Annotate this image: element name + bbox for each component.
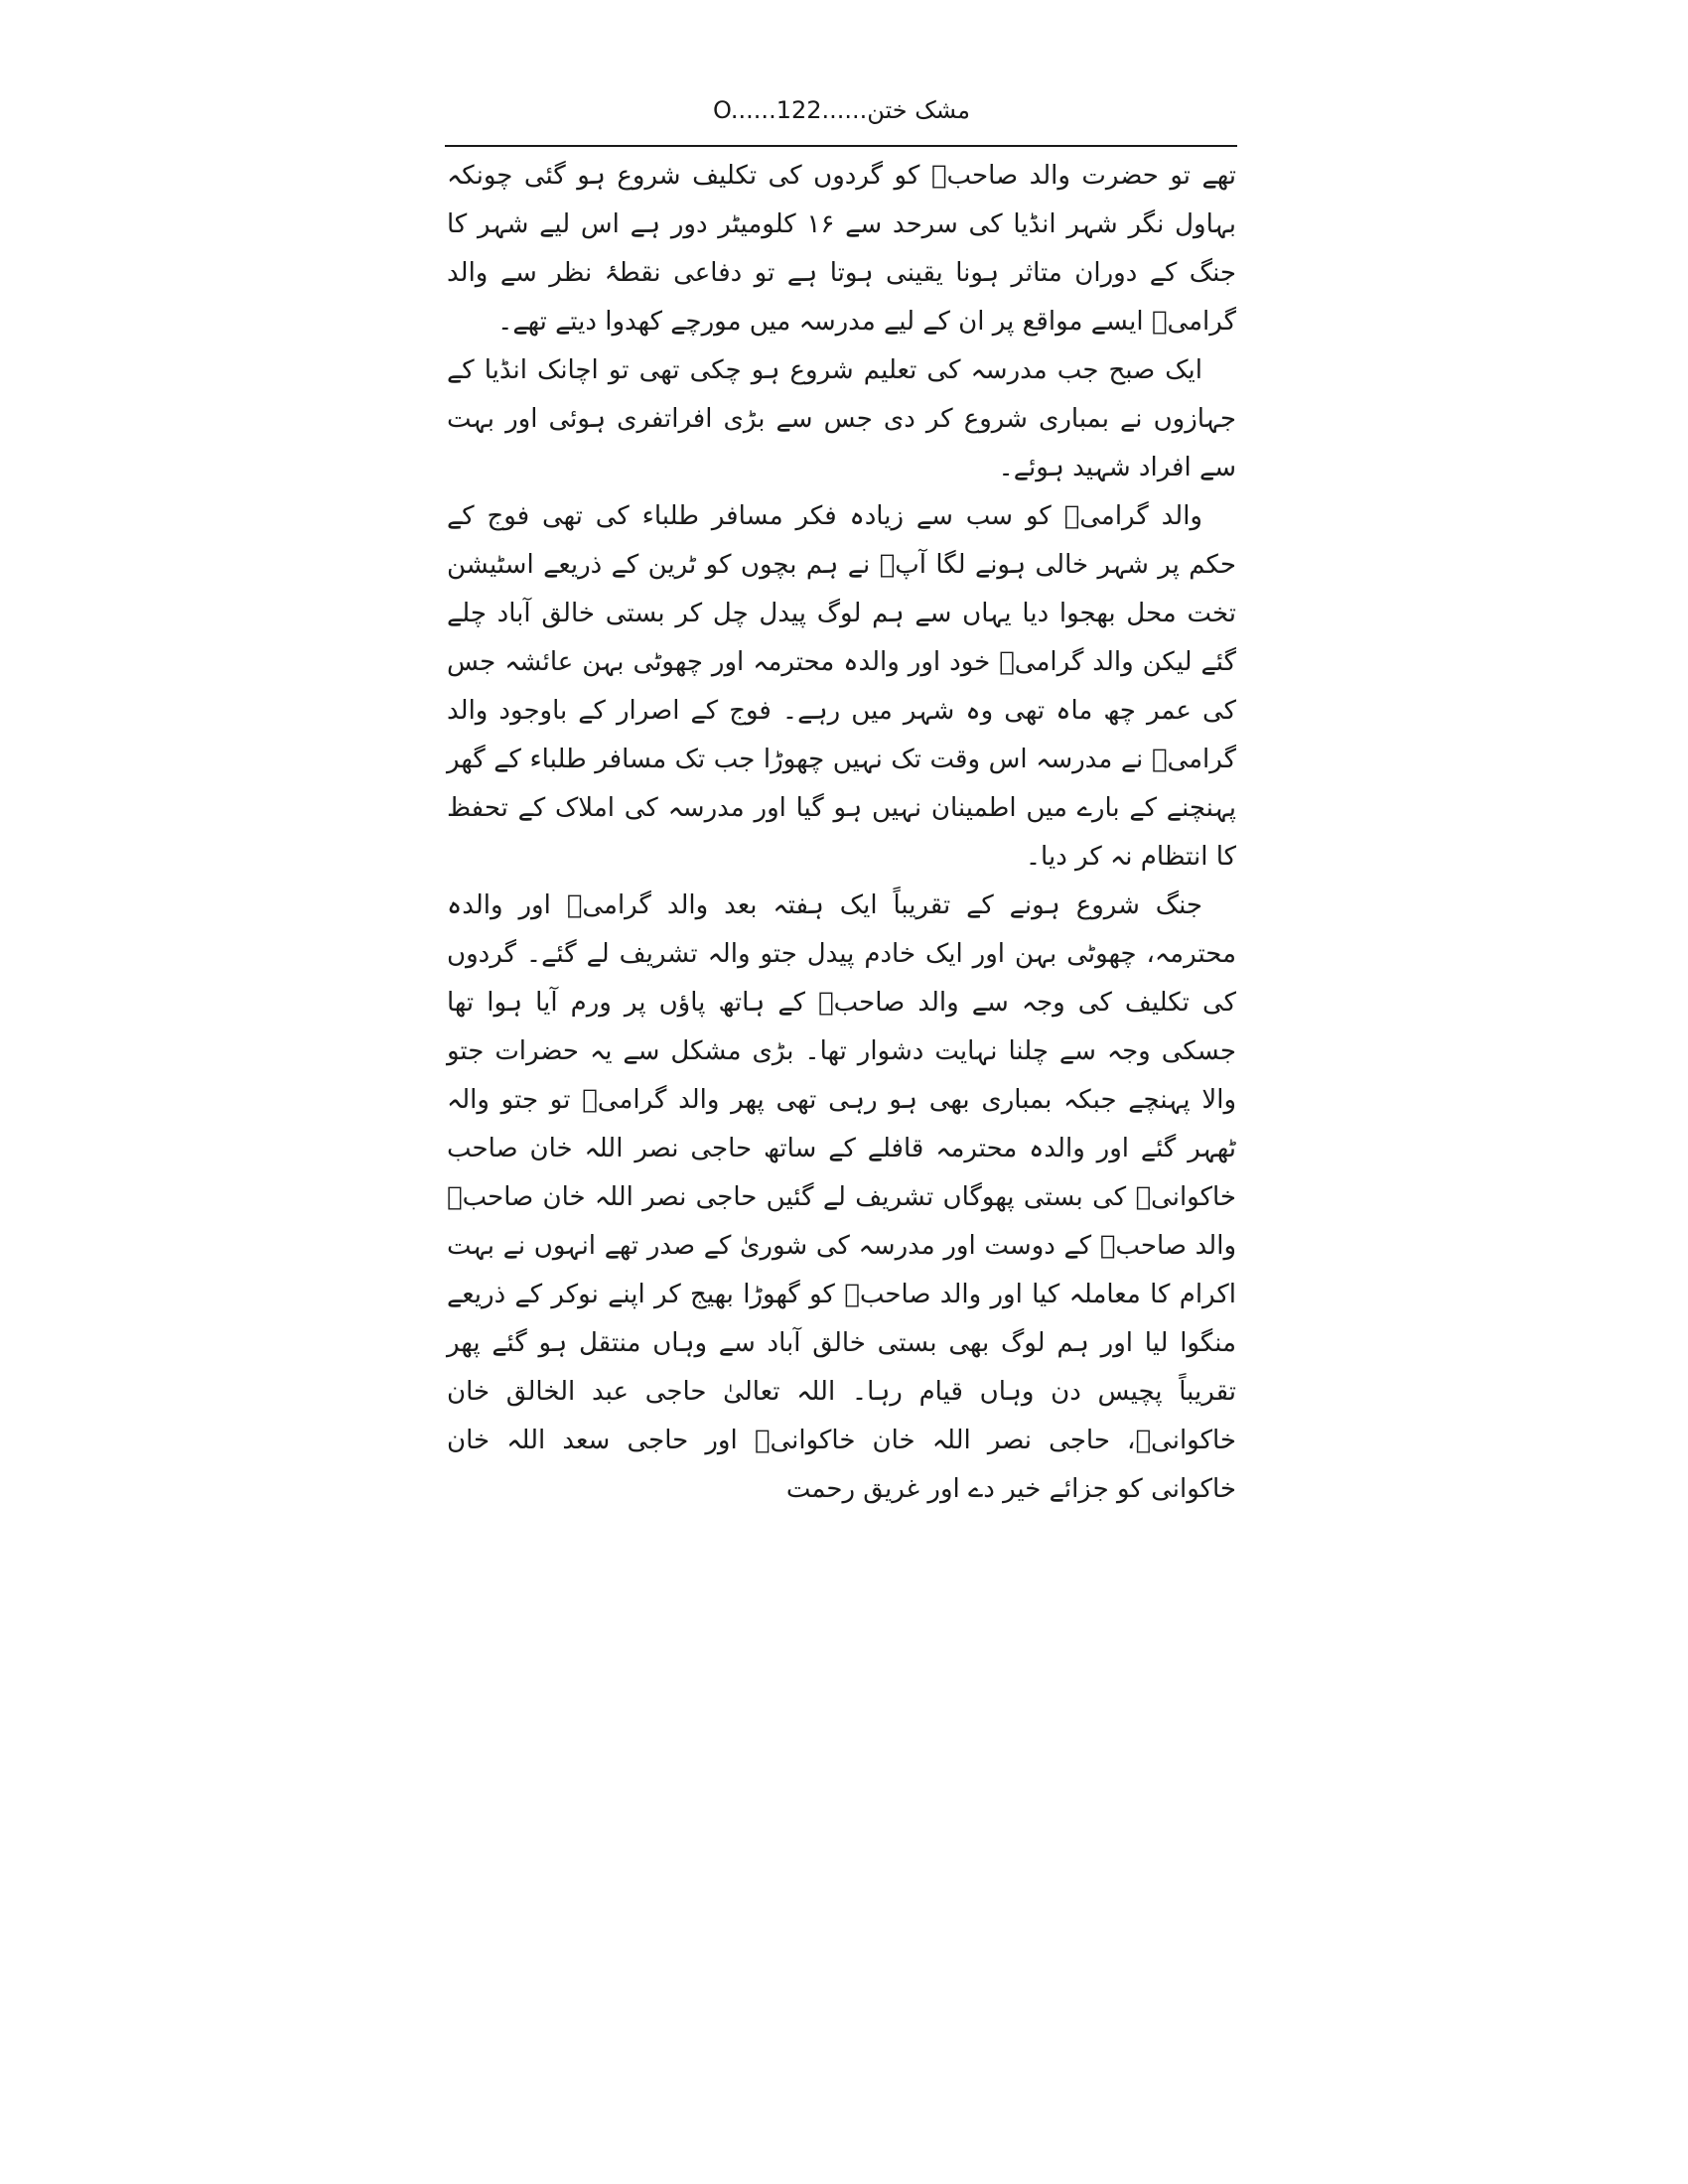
running-header	[447, 85, 1236, 135]
header-divider	[445, 145, 1237, 147]
page-header-title: مشک ختن......O......122	[713, 96, 970, 124]
paragraph-2: ایک صبح جب مدرسہ کی تعلیم شروع ہو چکی تھی تو اچانک انڈیا کے جہازوں نے بمباری شروع کر دی جس سے بڑی افراتفری ہوئی اور بہت سے افراد شہید ہوئے۔	[447, 355, 1236, 482]
body-text	[447, 152, 1236, 1514]
paragraph-1: تھے تو حضرت والد صاحبؒ کو گردوں کی تکلیف شروع ہو گئی چونکہ بہاول نگر شہر انڈیا کی سرحد سے ۱۶ کلومیٹر دور ہے اس لیے شہر کا جنگ کے دوران متاثر ہونا یقینی ہوتا ہے تو دفاعی نقطۂ نظر سے والد گرامیؒ ایسے مواقع پر ان کے لیے مدرسہ میں مورچے کھدوا دیتے تھے۔	[447, 161, 1236, 337]
paragraph-3: والد گرامیؒ کو سب سے زیادہ فکر مسافر طلباء کی تھی فوج کے حکم پر شہر خالی ہونے لگا آپؒ نے ہم بچوں کو ٹرین کے ذریعے اسٹیشن تخت محل بھجوا دیا یہاں سے ہم لوگ پیدل چل کر بستی خالق آباد چلے گئے لیکن والد گرامیؒ خود اور والدہ محترمہ اور چھوٹی بہن عائشہ جس کی عمر چھ ماہ تھی وہ شہر میں رہے۔ فوج کے اصرار کے باوجود والد گرامیؒ نے مدرسہ اس وقت تک نہیں چھوڑا جب تک مسافر طلباء کے گھر پہنچنے کے بارے میں اطمینان نہیں ہو گیا اور مدرسہ کی املاک کے تحفظ کا انتظام نہ کر دیا۔	[447, 501, 1236, 872]
paragraph-4: جنگ شروع ہونے کے تقریباً ایک ہفتہ بعد والد گرامیؒ اور والدہ محترمہ، چھوٹی بہن اور ایک خادم پیدل جتو والہ تشریف لے گئے۔ گردوں کی تکلیف کی وجہ سے والد صاحبؒ کے ہاتھ پاؤں پر ورم آیا ہوا تھا جسکی وجہ سے چلنا نہایت دشوار تھا۔ بڑی مشکل سے یہ حضرات جتو والا پہنچے جبکہ بمباری بھی ہو رہی تھی پھر والد گرامیؒ تو جتو والہ ٹھہر گئے اور والدہ محترمہ قافلے کے ساتھ حاجی نصر اللہ خان صاحب خاکوانیؒ کی بستی پھوگاں تشریف لے گئیں حاجی نصر اللہ خان صاحبؒ والد صاحبؒ کے دوست اور مدرسہ کی شوریٰ کے صدر تھے انہوں نے بہت اکرام کا معاملہ کیا اور والد صاحبؒ کو گھوڑا بھیج کر اپنے نوکر کے ذریعے منگوا لیا اور ہم لوگ بھی بستی خالق آباد سے وہاں منتقل ہو گئے پھر تقریباً پچیس دن وہاں قیام رہا۔ اللہ تعالیٰ حاجی عبد الخالق خان خاکوانیؒ، حاجی نصر اللہ خان خاکوانیؒ اور حاجی سعد اللہ خان خاکوانی کو جزائے خیر دے اور غریق رحمت	[447, 890, 1236, 1504]
